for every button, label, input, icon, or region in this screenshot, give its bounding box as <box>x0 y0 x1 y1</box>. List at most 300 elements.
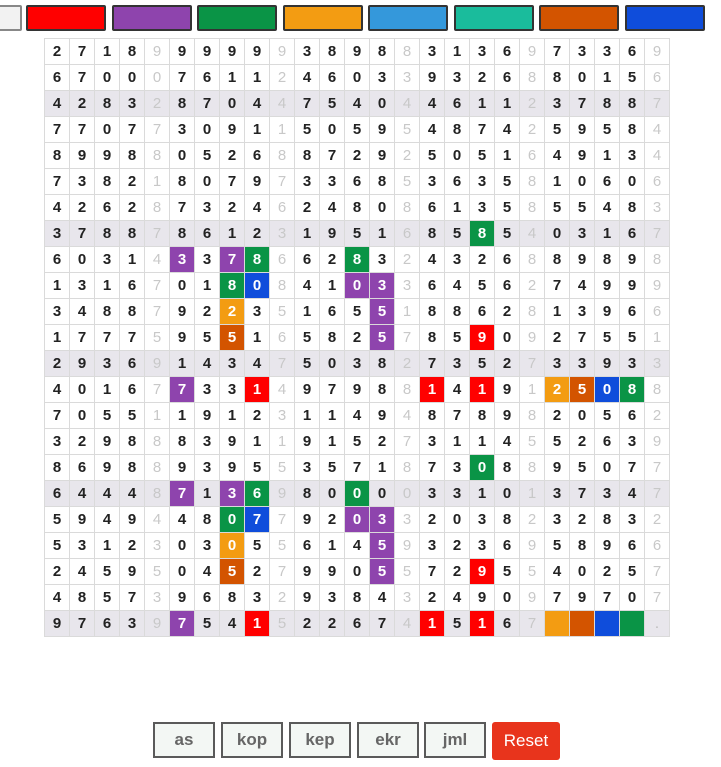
grid-cell[interactable]: 7 <box>395 325 420 351</box>
grid-cell[interactable]: 7 <box>195 91 220 117</box>
grid-cell[interactable]: 7 <box>345 455 370 481</box>
color-swatch[interactable] <box>539 5 619 31</box>
grid-cell[interactable]: 0 <box>370 481 395 507</box>
grid-cell[interactable]: 0 <box>495 325 520 351</box>
grid-cell[interactable]: 3 <box>395 507 420 533</box>
grid-cell[interactable]: 6 <box>120 351 145 377</box>
grid-cell[interactable]: 3 <box>420 169 445 195</box>
grid-cell[interactable]: 6 <box>620 221 645 247</box>
grid-cell[interactable]: 7 <box>270 507 295 533</box>
grid-cell[interactable]: 3 <box>195 377 220 403</box>
grid-cell[interactable]: 8 <box>520 403 545 429</box>
grid-cell[interactable]: 9 <box>545 455 570 481</box>
grid-cell[interactable]: 6 <box>495 611 520 637</box>
grid-cell[interactable]: 9 <box>45 611 70 637</box>
grid-cell[interactable]: 8 <box>120 299 145 325</box>
grid-cell[interactable]: 8 <box>170 429 195 455</box>
grid-cell[interactable]: 5 <box>45 507 70 533</box>
grid-cell[interactable]: 6 <box>70 455 95 481</box>
grid-cell[interactable]: 7 <box>145 299 170 325</box>
grid-cell[interactable]: 4 <box>345 533 370 559</box>
grid-cell[interactable]: 6 <box>45 247 70 273</box>
grid-cell[interactable]: 9 <box>70 351 95 377</box>
grid-cell[interactable]: 7 <box>145 377 170 403</box>
grid-cell[interactable]: 5 <box>220 559 245 585</box>
grid-cell[interactable]: 8 <box>445 117 470 143</box>
grid-cell[interactable]: 0 <box>170 533 195 559</box>
grid-cell[interactable]: 0 <box>595 377 620 403</box>
grid-cell[interactable]: 4 <box>45 195 70 221</box>
grid-cell[interactable]: 9 <box>145 611 170 637</box>
grid-cell[interactable]: 1 <box>145 169 170 195</box>
grid-cell[interactable]: 0 <box>220 507 245 533</box>
grid-cell[interactable]: 0 <box>470 455 495 481</box>
grid-cell[interactable]: 4 <box>70 559 95 585</box>
grid-cell[interactable]: 8 <box>420 325 445 351</box>
grid-cell[interactable]: 0 <box>570 403 595 429</box>
grid-cell[interactable]: 8 <box>120 39 145 65</box>
grid-cell[interactable]: 7 <box>395 429 420 455</box>
grid-cell[interactable]: 7 <box>645 481 670 507</box>
grid-cell[interactable]: 3 <box>295 169 320 195</box>
grid-cell[interactable]: 4 <box>445 585 470 611</box>
grid-cell[interactable]: 1 <box>120 247 145 273</box>
grid-cell[interactable]: 4 <box>95 481 120 507</box>
grid-cell[interactable]: 1 <box>245 325 270 351</box>
grid-cell[interactable]: 1 <box>320 403 345 429</box>
grid-cell[interactable]: 3 <box>620 429 645 455</box>
grid-cell[interactable]: 2 <box>395 143 420 169</box>
grid-cell[interactable]: 7 <box>170 377 195 403</box>
grid-cell[interactable]: 4 <box>195 559 220 585</box>
grid-cell[interactable]: 4 <box>370 585 395 611</box>
grid-cell[interactable]: 7 <box>120 325 145 351</box>
grid-cell[interactable]: 3 <box>95 351 120 377</box>
grid-cell[interactable]: 1 <box>45 325 70 351</box>
grid-cell[interactable]: 5 <box>570 377 595 403</box>
grid-cell[interactable]: 8 <box>520 299 545 325</box>
ekr-button[interactable]: ekr <box>357 722 419 758</box>
grid-cell[interactable]: 3 <box>570 351 595 377</box>
grid-cell[interactable]: 8 <box>320 325 345 351</box>
grid-cell[interactable]: 3 <box>445 455 470 481</box>
grid-cell[interactable]: 7 <box>145 117 170 143</box>
grid-cell[interactable]: 3 <box>120 91 145 117</box>
grid-cell[interactable]: 1 <box>220 65 245 91</box>
grid-cell[interactable]: 8 <box>620 91 645 117</box>
grid-cell[interactable]: 7 <box>320 143 345 169</box>
grid-cell[interactable]: 7 <box>320 377 345 403</box>
grid-cell[interactable]: 5 <box>320 455 345 481</box>
grid-cell[interactable]: 6 <box>95 611 120 637</box>
grid-cell[interactable]: 1 <box>270 117 295 143</box>
grid-cell[interactable]: 2 <box>220 143 245 169</box>
grid-cell[interactable]: 6 <box>120 273 145 299</box>
grid-cell[interactable]: 8 <box>520 195 545 221</box>
grid-cell[interactable]: 6 <box>495 247 520 273</box>
grid-cell[interactable]: 3 <box>70 169 95 195</box>
grid-cell[interactable]: 2 <box>295 611 320 637</box>
grid-cell[interactable]: 5 <box>195 143 220 169</box>
grid-cell[interactable]: 0 <box>195 117 220 143</box>
grid-cell[interactable]: 9 <box>95 455 120 481</box>
grid-cell[interactable]: 4 <box>45 377 70 403</box>
grid-cell[interactable]: 8 <box>95 299 120 325</box>
grid-cell[interactable]: 8 <box>170 221 195 247</box>
grid-cell[interactable]: 2 <box>270 585 295 611</box>
grid-cell[interactable]: 3 <box>195 195 220 221</box>
grid-cell[interactable]: 3 <box>620 143 645 169</box>
grid-cell[interactable]: 7 <box>270 169 295 195</box>
grid-cell[interactable]: 3 <box>70 273 95 299</box>
grid-cell[interactable]: 5 <box>570 455 595 481</box>
grid-cell[interactable]: 8 <box>220 273 245 299</box>
grid-cell[interactable]: 4 <box>645 143 670 169</box>
grid-cell[interactable]: 0 <box>345 507 370 533</box>
grid-cell[interactable]: 3 <box>470 533 495 559</box>
grid-cell[interactable]: 3 <box>370 247 395 273</box>
grid-cell[interactable]: 1 <box>370 455 395 481</box>
grid-cell[interactable]: 2 <box>570 507 595 533</box>
grid-cell[interactable]: 8 <box>445 299 470 325</box>
grid-cell[interactable]: 8 <box>420 403 445 429</box>
grid-cell[interactable]: 5 <box>495 169 520 195</box>
grid-cell[interactable]: 9 <box>295 559 320 585</box>
grid-cell[interactable]: 7 <box>270 351 295 377</box>
grid-cell[interactable]: 1 <box>520 481 545 507</box>
grid-cell[interactable]: 5 <box>570 195 595 221</box>
color-swatch[interactable] <box>454 5 534 31</box>
grid-cell[interactable]: 5 <box>345 221 370 247</box>
grid-cell[interactable]: 4 <box>295 273 320 299</box>
grid-cell[interactable]: 8 <box>320 39 345 65</box>
grid-cell[interactable]: 2 <box>220 299 245 325</box>
grid-cell[interactable]: 4 <box>245 351 270 377</box>
grid-cell[interactable]: 9 <box>470 585 495 611</box>
color-swatch[interactable] <box>283 5 363 31</box>
grid-cell[interactable]: 7 <box>70 611 95 637</box>
grid-cell[interactable]: 9 <box>595 299 620 325</box>
grid-cell[interactable]: 9 <box>595 351 620 377</box>
grid-cell[interactable]: 7 <box>145 221 170 247</box>
grid-cell[interactable]: 5 <box>295 351 320 377</box>
grid-cell[interactable]: 8 <box>545 65 570 91</box>
grid-cell[interactable]: 2 <box>470 247 495 273</box>
grid-cell[interactable]: 7 <box>570 481 595 507</box>
grid-cell[interactable]: 8 <box>370 351 395 377</box>
grid-cell[interactable]: 6 <box>420 195 445 221</box>
grid-cell[interactable]: 7 <box>170 195 195 221</box>
grid-cell[interactable]: 5 <box>370 533 395 559</box>
grid-cell[interactable]: 7 <box>645 91 670 117</box>
grid-cell[interactable]: 3 <box>170 247 195 273</box>
grid-cell[interactable]: 7 <box>595 585 620 611</box>
grid-cell[interactable]: 4 <box>395 403 420 429</box>
grid-cell[interactable]: 7 <box>645 559 670 585</box>
grid-cell[interactable]: 9 <box>645 273 670 299</box>
grid-cell[interactable]: 8 <box>595 91 620 117</box>
jml-button[interactable]: jml <box>424 722 486 758</box>
grid-cell[interactable]: 9 <box>120 559 145 585</box>
grid-cell[interactable]: 9 <box>295 429 320 455</box>
grid-cell[interactable]: 9 <box>95 143 120 169</box>
grid-cell[interactable]: 7 <box>170 481 195 507</box>
grid-cell[interactable]: 3 <box>45 299 70 325</box>
grid-cell[interactable]: 0 <box>95 117 120 143</box>
grid-cell[interactable]: 8 <box>120 429 145 455</box>
grid-cell[interactable]: 3 <box>545 481 570 507</box>
grid-cell[interactable]: 8 <box>520 455 545 481</box>
grid-cell[interactable]: 4 <box>495 117 520 143</box>
grid-cell[interactable]: 8 <box>395 455 420 481</box>
color-swatch[interactable] <box>368 5 448 31</box>
grid-cell[interactable]: 5 <box>445 221 470 247</box>
grid-cell[interactable]: 3 <box>245 585 270 611</box>
grid-cell[interactable]: 5 <box>45 533 70 559</box>
grid-cell[interactable]: 7 <box>570 325 595 351</box>
grid-cell[interactable]: 1 <box>470 429 495 455</box>
grid-cell[interactable]: 9 <box>370 117 395 143</box>
grid-cell[interactable]: 8 <box>295 143 320 169</box>
grid-cell[interactable]: 9 <box>495 377 520 403</box>
grid-cell[interactable]: 2 <box>70 91 95 117</box>
grid-cell[interactable]: 3 <box>95 247 120 273</box>
grid-cell[interactable]: 2 <box>195 299 220 325</box>
grid-cell[interactable]: 1 <box>470 481 495 507</box>
grid-cell[interactable]: 9 <box>220 429 245 455</box>
grid-cell[interactable]: 0 <box>445 507 470 533</box>
grid-cell[interactable]: 3 <box>470 195 495 221</box>
grid-cell[interactable]: 1 <box>320 533 345 559</box>
grid-cell[interactable]: 4 <box>270 377 295 403</box>
grid-cell[interactable]: 0 <box>70 403 95 429</box>
grid-cell[interactable]: 6 <box>595 429 620 455</box>
grid-cell[interactable]: 3 <box>570 299 595 325</box>
grid-cell[interactable]: 3 <box>470 39 495 65</box>
grid-cell[interactable]: 2 <box>45 351 70 377</box>
grid-cell[interactable]: 6 <box>620 403 645 429</box>
grid-cell[interactable]: 6 <box>270 325 295 351</box>
grid-cell[interactable]: 6 <box>95 195 120 221</box>
grid-cell[interactable]: 2 <box>70 195 95 221</box>
grid-cell[interactable]: 3 <box>320 169 345 195</box>
grid-cell[interactable]: 3 <box>70 533 95 559</box>
grid-cell[interactable]: 6 <box>470 299 495 325</box>
grid-cell[interactable]: 1 <box>170 403 195 429</box>
grid-cell[interactable]: 8 <box>220 585 245 611</box>
grid-cell[interactable]: 8 <box>645 377 670 403</box>
grid-cell[interactable]: 4 <box>95 507 120 533</box>
grid-cell[interactable]: 1 <box>295 403 320 429</box>
grid-cell[interactable]: 5 <box>295 117 320 143</box>
grid-cell[interactable]: 5 <box>195 325 220 351</box>
grid-cell[interactable]: 8 <box>520 247 545 273</box>
grid-cell[interactable]: 3 <box>595 481 620 507</box>
grid-cell[interactable]: 8 <box>245 247 270 273</box>
grid-cell[interactable]: 3 <box>395 273 420 299</box>
grid-cell[interactable]: 4 <box>645 117 670 143</box>
grid-cell[interactable]: 9 <box>495 403 520 429</box>
grid-cell[interactable]: 3 <box>120 611 145 637</box>
grid-cell[interactable]: 0 <box>345 559 370 585</box>
grid-cell[interactable]: 2 <box>220 195 245 221</box>
grid-cell[interactable]: 4 <box>545 559 570 585</box>
grid-cell[interactable]: 6 <box>320 299 345 325</box>
grid-cell[interactable]: 1 <box>470 611 495 637</box>
grid-cell[interactable]: 1 <box>645 325 670 351</box>
grid-cell[interactable]: 7 <box>645 585 670 611</box>
grid-cell[interactable]: 3 <box>595 39 620 65</box>
grid-cell[interactable]: 8 <box>95 91 120 117</box>
grid-cell[interactable]: 9 <box>320 559 345 585</box>
grid-cell[interactable]: 8 <box>145 429 170 455</box>
grid-cell[interactable]: 4 <box>245 195 270 221</box>
grid-cell[interactable]: 2 <box>545 325 570 351</box>
grid-cell[interactable]: 5 <box>270 533 295 559</box>
grid-cell[interactable]: 1 <box>370 221 395 247</box>
grid-cell[interactable]: 0 <box>70 377 95 403</box>
grid-cell[interactable]: 6 <box>195 221 220 247</box>
grid-cell[interactable]: 1 <box>495 91 520 117</box>
grid-cell[interactable]: 5 <box>95 403 120 429</box>
grid-cell[interactable]: 9 <box>345 377 370 403</box>
grid-cell[interactable]: 6 <box>295 247 320 273</box>
grid-cell[interactable]: 3 <box>195 533 220 559</box>
grid-cell[interactable]: 8 <box>620 377 645 403</box>
grid-cell[interactable]: 8 <box>370 377 395 403</box>
grid-cell[interactable]: 2 <box>395 247 420 273</box>
grid-cell[interactable]: 2 <box>245 403 270 429</box>
grid-cell[interactable]: 5 <box>270 611 295 637</box>
grid-cell[interactable]: 3 <box>320 585 345 611</box>
grid-cell[interactable]: 5 <box>245 533 270 559</box>
grid-cell[interactable]: 8 <box>395 39 420 65</box>
grid-cell[interactable]: 4 <box>420 117 445 143</box>
grid-cell[interactable]: 0 <box>245 273 270 299</box>
grid-cell[interactable]: 1 <box>595 221 620 247</box>
grid-cell[interactable]: 1 <box>320 273 345 299</box>
grid-cell[interactable]: 8 <box>270 273 295 299</box>
grid-cell[interactable]: 4 <box>70 299 95 325</box>
grid-cell[interactable]: 7 <box>570 91 595 117</box>
grid-cell[interactable]: 8 <box>520 169 545 195</box>
grid-cell[interactable]: 8 <box>145 455 170 481</box>
grid-cell[interactable]: 7 <box>545 585 570 611</box>
grid-cell[interactable]: 9 <box>220 455 245 481</box>
grid-cell[interactable]: 6 <box>395 221 420 247</box>
grid-cell[interactable]: 2 <box>520 273 545 299</box>
grid-cell[interactable]: 1 <box>595 65 620 91</box>
grid-cell[interactable]: 7 <box>620 455 645 481</box>
as-button[interactable]: as <box>153 722 215 758</box>
grid-cell[interactable]: 0 <box>120 65 145 91</box>
grid-cell[interactable]: 0 <box>220 91 245 117</box>
grid-cell[interactable]: 1 <box>95 533 120 559</box>
grid-cell[interactable]: 5 <box>545 533 570 559</box>
grid-cell[interactable]: 5 <box>620 559 645 585</box>
grid-cell[interactable]: 8 <box>495 507 520 533</box>
grid-cell[interactable]: 6 <box>495 533 520 559</box>
grid-cell[interactable]: 5 <box>470 273 495 299</box>
grid-cell[interactable]: 9 <box>95 429 120 455</box>
grid-cell[interactable]: 3 <box>570 39 595 65</box>
grid-cell[interactable]: 9 <box>170 325 195 351</box>
grid-cell[interactable]: 5 <box>470 351 495 377</box>
grid-cell[interactable]: 1 <box>245 65 270 91</box>
grid-cell[interactable]: 4 <box>445 273 470 299</box>
grid-cell[interactable]: 6 <box>645 299 670 325</box>
grid-cell[interactable]: 0 <box>195 169 220 195</box>
grid-cell[interactable]: 1 <box>220 403 245 429</box>
grid-cell[interactable]: 3 <box>170 117 195 143</box>
grid-cell[interactable]: 8 <box>420 221 445 247</box>
grid-cell[interactable]: 7 <box>220 169 245 195</box>
grid-cell[interactable]: 8 <box>95 169 120 195</box>
grid-cell[interactable]: 0 <box>320 351 345 377</box>
grid-cell[interactable]: 9 <box>195 403 220 429</box>
grid-cell[interactable]: 9 <box>620 273 645 299</box>
grid-cell[interactable]: 4 <box>395 91 420 117</box>
grid-cell[interactable]: 6 <box>445 91 470 117</box>
grid-cell[interactable]: 5 <box>295 325 320 351</box>
grid-cell[interactable]: 0 <box>395 481 420 507</box>
grid-cell[interactable]: 7 <box>295 91 320 117</box>
grid-cell[interactable]: 8 <box>470 221 495 247</box>
grid-cell[interactable]: 2 <box>245 559 270 585</box>
grid-cell[interactable]: 9 <box>270 481 295 507</box>
grid-cell[interactable]: 1 <box>195 481 220 507</box>
grid-cell[interactable]: 5 <box>595 325 620 351</box>
grid-cell[interactable]: 7 <box>645 221 670 247</box>
grid-cell[interactable]: 2 <box>520 117 545 143</box>
grid-cell[interactable]: 1 <box>95 377 120 403</box>
grid-cell[interactable]: 8 <box>345 585 370 611</box>
grid-cell[interactable]: 4 <box>570 273 595 299</box>
grid-cell[interactable]: 8 <box>570 533 595 559</box>
grid-cell[interactable]: 9 <box>420 65 445 91</box>
grid-cell[interactable]: 8 <box>395 195 420 221</box>
grid-cell[interactable]: 2 <box>120 169 145 195</box>
grid-cell[interactable]: 6 <box>245 143 270 169</box>
grid-cell[interactable]: 0 <box>145 65 170 91</box>
grid-cell[interactable]: 5 <box>420 143 445 169</box>
reset-button[interactable]: Reset <box>492 722 560 760</box>
grid-cell[interactable]: 4 <box>595 195 620 221</box>
grid-cell[interactable]: 4 <box>320 195 345 221</box>
grid-cell[interactable]: 8 <box>70 585 95 611</box>
grid-cell[interactable]: 5 <box>145 325 170 351</box>
grid-cell[interactable]: 3 <box>145 533 170 559</box>
grid-cell[interactable]: 3 <box>370 65 395 91</box>
grid-cell[interactable]: 8 <box>170 169 195 195</box>
color-swatch[interactable] <box>0 5 22 31</box>
grid-cell[interactable]: 0 <box>495 481 520 507</box>
grid-cell[interactable]: 5 <box>445 325 470 351</box>
grid-cell[interactable]: 3 <box>545 91 570 117</box>
grid-cell[interactable]: 3 <box>145 585 170 611</box>
grid-cell[interactable]: 3 <box>195 455 220 481</box>
grid-cell[interactable]: 9 <box>120 507 145 533</box>
grid-cell[interactable]: 9 <box>595 533 620 559</box>
grid-cell[interactable]: 7 <box>645 455 670 481</box>
grid-cell[interactable]: 1 <box>545 169 570 195</box>
grid-cell[interactable]: 7 <box>545 39 570 65</box>
grid-cell[interactable]: 2 <box>270 65 295 91</box>
grid-cell[interactable]: 2 <box>120 195 145 221</box>
grid-cell[interactable]: 2 <box>570 429 595 455</box>
grid-cell[interactable]: 6 <box>645 169 670 195</box>
grid-cell[interactable]: 5 <box>370 325 395 351</box>
